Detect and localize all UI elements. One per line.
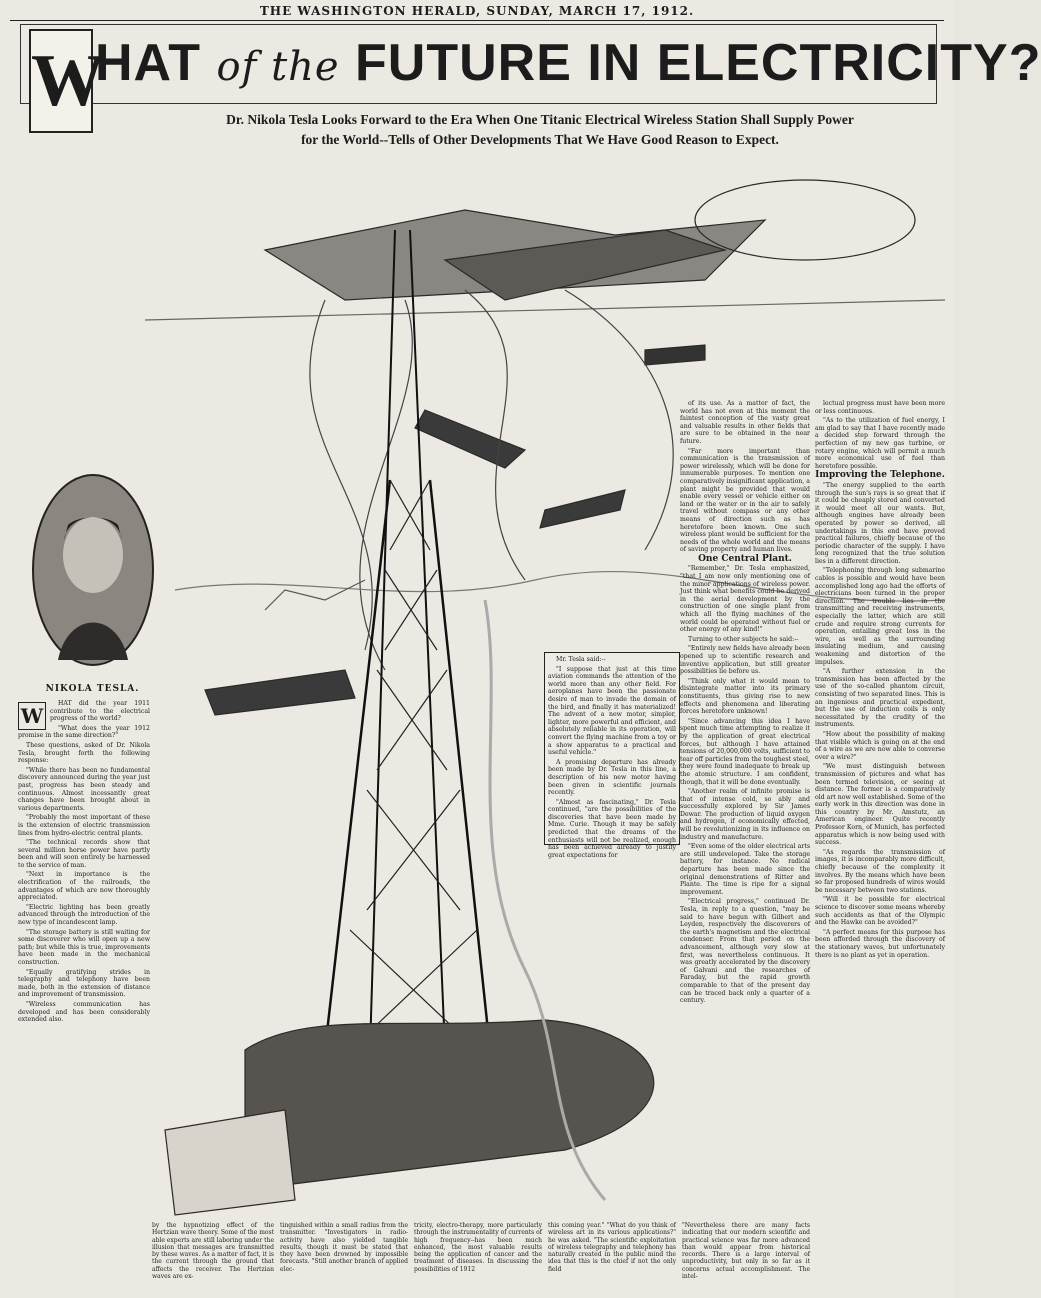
paragraph: "Since advancing this idea I have spent much time attempting to realize it by the application of great electrical forces, but although I have attained tensions of 20,000,000 volts, sufficient to tear off particles from the toughest steel, they were found inadequate to break up the atomic structure. I am confident, though, that it will be done eventually. [680,717,810,786]
steamship-1 [415,410,525,468]
paragraph: "A further extension in the transmission has been affected by the use of the so-called phantom circuit, consisting of two separated lines. This is an ingenious and practical expedient, but the use of induction coils is only necessitated by the crudity of the instruments. [815,668,945,729]
paragraph: "Telephoning through long submarine cables is possible and would have been accomplished long ago had the efforts of electricians been turned in the proper direction. The trouble lies in the transmitting and receiving instruments, especially the latter, which are still crude and require strong currents for operation, entailing great loss in the wire, as well as the surrounding insulating medium, and causing weakening and distortion of the impulses. [815,567,945,666]
paragraph: "Far more important than communication is the transmission of power wirelessly, which will be done for innumerable purposes. To mention one comparatively insignificant application, a plant might be provided that would enable every vessel or vehicle either on land or the water or in the air to safely travel without compass or any other means of direction such as has heretofore been known. One such wireless plant would be sufficient for the needs of the whole world and the means of saving property and human lives. [680,447,810,554]
paragraph: lectual progress must have been more or less continuous. [815,400,945,415]
paragraph: "Electric lighting has been greatly advanced through the introduction of the new type of incandescent lamp. [18,903,150,927]
column-left [18,700,150,1220]
paragraph: "How about the possibility of making that visible which is going on at the end of a wire as we are now able to converse over a wire?" [815,730,945,761]
bottom-col-3: tricity, electro-therapy, more particularly through the instrumentality of currents of high frequency--has been much enhanced, the most valuable results being the application of cancer and the treatment of diseases. In discussing the possibilities of 1912 [414,1222,542,1273]
paragraph: "A perfect means for this purpose has been afforded through the discovery of the stationary waves, but unfortunately there is no plant as yet in operation. [815,928,945,959]
tower-legs [370,230,445,1050]
subhead: One Central Plant. [698,553,792,564]
paragraph: A promising departure has already been made by Dr. Tesla in this line, a description of his new motor having been given in scientific journals recently. [548,758,676,797]
dropcap: W [18,702,46,730]
steamship-2 [540,490,625,528]
bottom-col-2: tinguished within a small radius from the transmitter. "Investigators in radio-activity have also yielded tangible results, though it must be stated that they have been drowned by impossible forecasts. "Still another branch of applied elec- [280,1222,408,1273]
bottom-col-1: by the hypnotizing effect of the Hertzian wave theory. Some of the most able experts are still laboring under the illusion that messages are transmitted by these waves. As a matter of fact, it is the current through the ground that affects the receiver. The Hertzian waves are ex- [152,1222,274,1281]
headline-part3: FUTURE IN ELECTRICITY? [355,34,1041,92]
paragraph: "Next in importance is the electrification of the railroads, the advantages of which are now thoroughly appreciated. [18,871,150,902]
paragraph: "We must distinguish between transmission of pictures and what has been termed television, or seeing at distance. The former is a comparatively old art now well established. Some of the early work in this direction was done in this country by Mr. Amstutz, an American engineer. Quite recently Professor Korn, of Munich, has perfected apparatus which is now being used with success. [815,763,945,847]
paragraph: "Remember," Dr. Tesla emphasized, "that I am now only mentioning one of the minor applications of wireless power. Just think what benefits could be derived in the aerial development by the construction of one single plant from which all the flying machines of the world could be operated without fuel or other energy of any kind!" [680,565,810,634]
paragraph: HAT did the year 1911 contribute to the electrical progress of the world? [50,700,150,723]
paragraph: Mr. Tesla said:-- [556,656,606,663]
portrait-face [63,517,123,593]
deck-line2: for the World--Tells of Other Developments That We Have Good Reason to Expect. [301,132,779,147]
column-right-a [680,400,810,1220]
tower-base-legs [325,480,490,1050]
bottom-col-4: this coming year." "What do you think of wireless art in its various applications?" he was asked. "The scientific exploitation of wireless telegraphy and telephony has naturally created in the public mind the idea that this is the chief if not the only field [548,1222,676,1273]
bottom-col-5: "Nevertheless there are many facts indicating that our modern scientific and practical science was far more advanced than would appear from historical records. There is a large interval of unproductivity, but only in so far as it concerns actual accomplishment. The intel- [682,1222,810,1281]
portrait-caption: NIKOLA TESLA. [45,684,140,694]
subhead: Improving the Telephone. [815,470,945,481]
paragraph: "Almost as fascinating," Dr. Tesla continued, "are the possibilities of the discoveries that have been made by Mme. Curie. Though it may be safely predicted that the dreams of the enthusiasts will not be realized, enough has been achieved already to justify great expectations for [548,798,676,859]
airship-balloon [695,180,915,260]
paragraph: These questions, asked of Dr. Nikola Tesla, brought forth the following response: [18,741,150,765]
paragraph: "As regards the transmission of images, it is incomparably more difficult, chiefly because of the complexity it involves. By the means which have been so far proposed hundreds of wires would be necessary between two stations. [815,848,945,894]
headline-initial: W [29,29,93,133]
paragraph: "The energy supplied to the earth through the sun's rays is so great that if it could be cheaply stored and converted it would meet all our wants. But, although engines have already been operated by power so derived, all undertakings in this end have proved practical failures, chiefly because of the periodic character of the supply. I have long recognized that the true solution lies in a different direction. [815,481,945,565]
paragraph: "While there has been no fundamental discovery announced during the year just past, progress has been steady and continuous. Almost incessantly great changes have been brought about in various departments. [18,766,150,812]
paragraph: of its use. As a matter of fact, the world has not even at this moment the faintest conception of the vasty great and valuable results in other fields that are sure to be obtained in the near future. [680,400,810,445]
building [165,1110,295,1215]
deck [150,110,930,150]
paragraph: "The storage battery is still waiting for some discoverer who will open up a new path; but while this is true, improvements have been made in the mechanical construction. [18,928,151,966]
paragraph: "Even some of the older electrical arts are still undeveloped. Take the storage battery, for instance. No radical departure has been made since the original demonstrations of Ritter and Plante. The time is ripe for a signal improvement. [680,843,810,896]
paragraph: "Wireless communication has developed and has been considerably extended also. [18,1000,150,1024]
steamship-3 [205,670,355,715]
masthead: THE WASHINGTON HERALD, SUNDAY, MARCH 17, 1912. [259,4,695,18]
paragraph: "What does the year 1912 promise in the same direction?" [18,724,150,740]
paragraph: Turning to other subjects he said:-- [688,635,799,643]
portrait-oval [28,470,158,670]
wire-2 [360,300,413,670]
paragraph: "As to the utilization of fuel energy, I am glad to say that I have recently made a decided step forward through the perfection of my new gas turbine, or rotary engine, which will permit a much more economical use of fuel than heretofore possible. [815,417,945,470]
paragraph: "Another realm of infinite promise is that of intense cold, so ably and successfully explored by Sir James Dewar. The production of liquid oxygen and hydrogen, if economically effected, will be revolutionizing in its influence on industry and manufacture. [680,788,810,841]
column-right-b [815,400,945,1220]
rock-base [245,1020,654,1190]
column-middle [544,652,680,859]
headline-part1: HAT [95,34,202,92]
paragraph: "Entirely new fields have already been opened up to scientific research and inventive application, but still greater possibilities lie before us. [680,645,810,676]
headline [95,31,1041,95]
deck-line1: Dr. Nikola Tesla Looks Forward to the Era When One Titanic Electrical Wireless Station Shall Supply Power [226,112,854,127]
paragraph: "Probably the most important of these is the extension of electric transmission lines from hydro-electric central plants. [18,814,150,837]
tower-lattice [350,480,477,1050]
horizon-line [145,300,945,320]
paragraph: "Equally gratifying strides in telegraphy and telephony have been made, both in the extension of distance and improvement of transmission. [18,968,150,999]
paragraph: "Electrical progress," continued Dr. Tesla, in reply to a question, "may be said to have begun with Gilbert and Leyden, respectively the discoverers of the earth's magnetism and the electrical condenser. From that period on the advancement, although very slow at first, was nevertheless continuous. It was greatly accelerated by the discovery of Galvani and the researches of Faraday, but the rapid growth comparable to that of the present day can be traced back only a quarter of a century. [680,898,810,1005]
distant-ship [645,345,705,365]
wire-1 [310,300,372,650]
paragraph: "Think only what it would mean to disintegrate matter into its primary constituents, thus giving rise to new effects and phenomena and liberating forces heretofore unknown! [680,677,810,716]
masthead-rule [10,20,944,21]
paragraph: "I suppose that just at this time aviation commands the attention of the world more than any other field. For aeroplanes have been the passionate desire of man to invade the domain of the bird, and finally it has materialized! The advent of a new motor, simpler, lighter, more powerful and efficient, and absolutely reliable in its operation, will convert the flying machine from a toy or a show apparatus to a practical and useful vehicle." [548,665,676,757]
paragraph: "The technical records show that several million horse power have partly been and will soon entirely be harnessed to the service of man. [18,839,150,869]
headline-part2: of the [216,44,340,90]
paragraph: "Will it be possible for electrical science to discover some means whereby such accidents as that of the Olympic and the Hawke can be avoided?" [815,896,945,927]
